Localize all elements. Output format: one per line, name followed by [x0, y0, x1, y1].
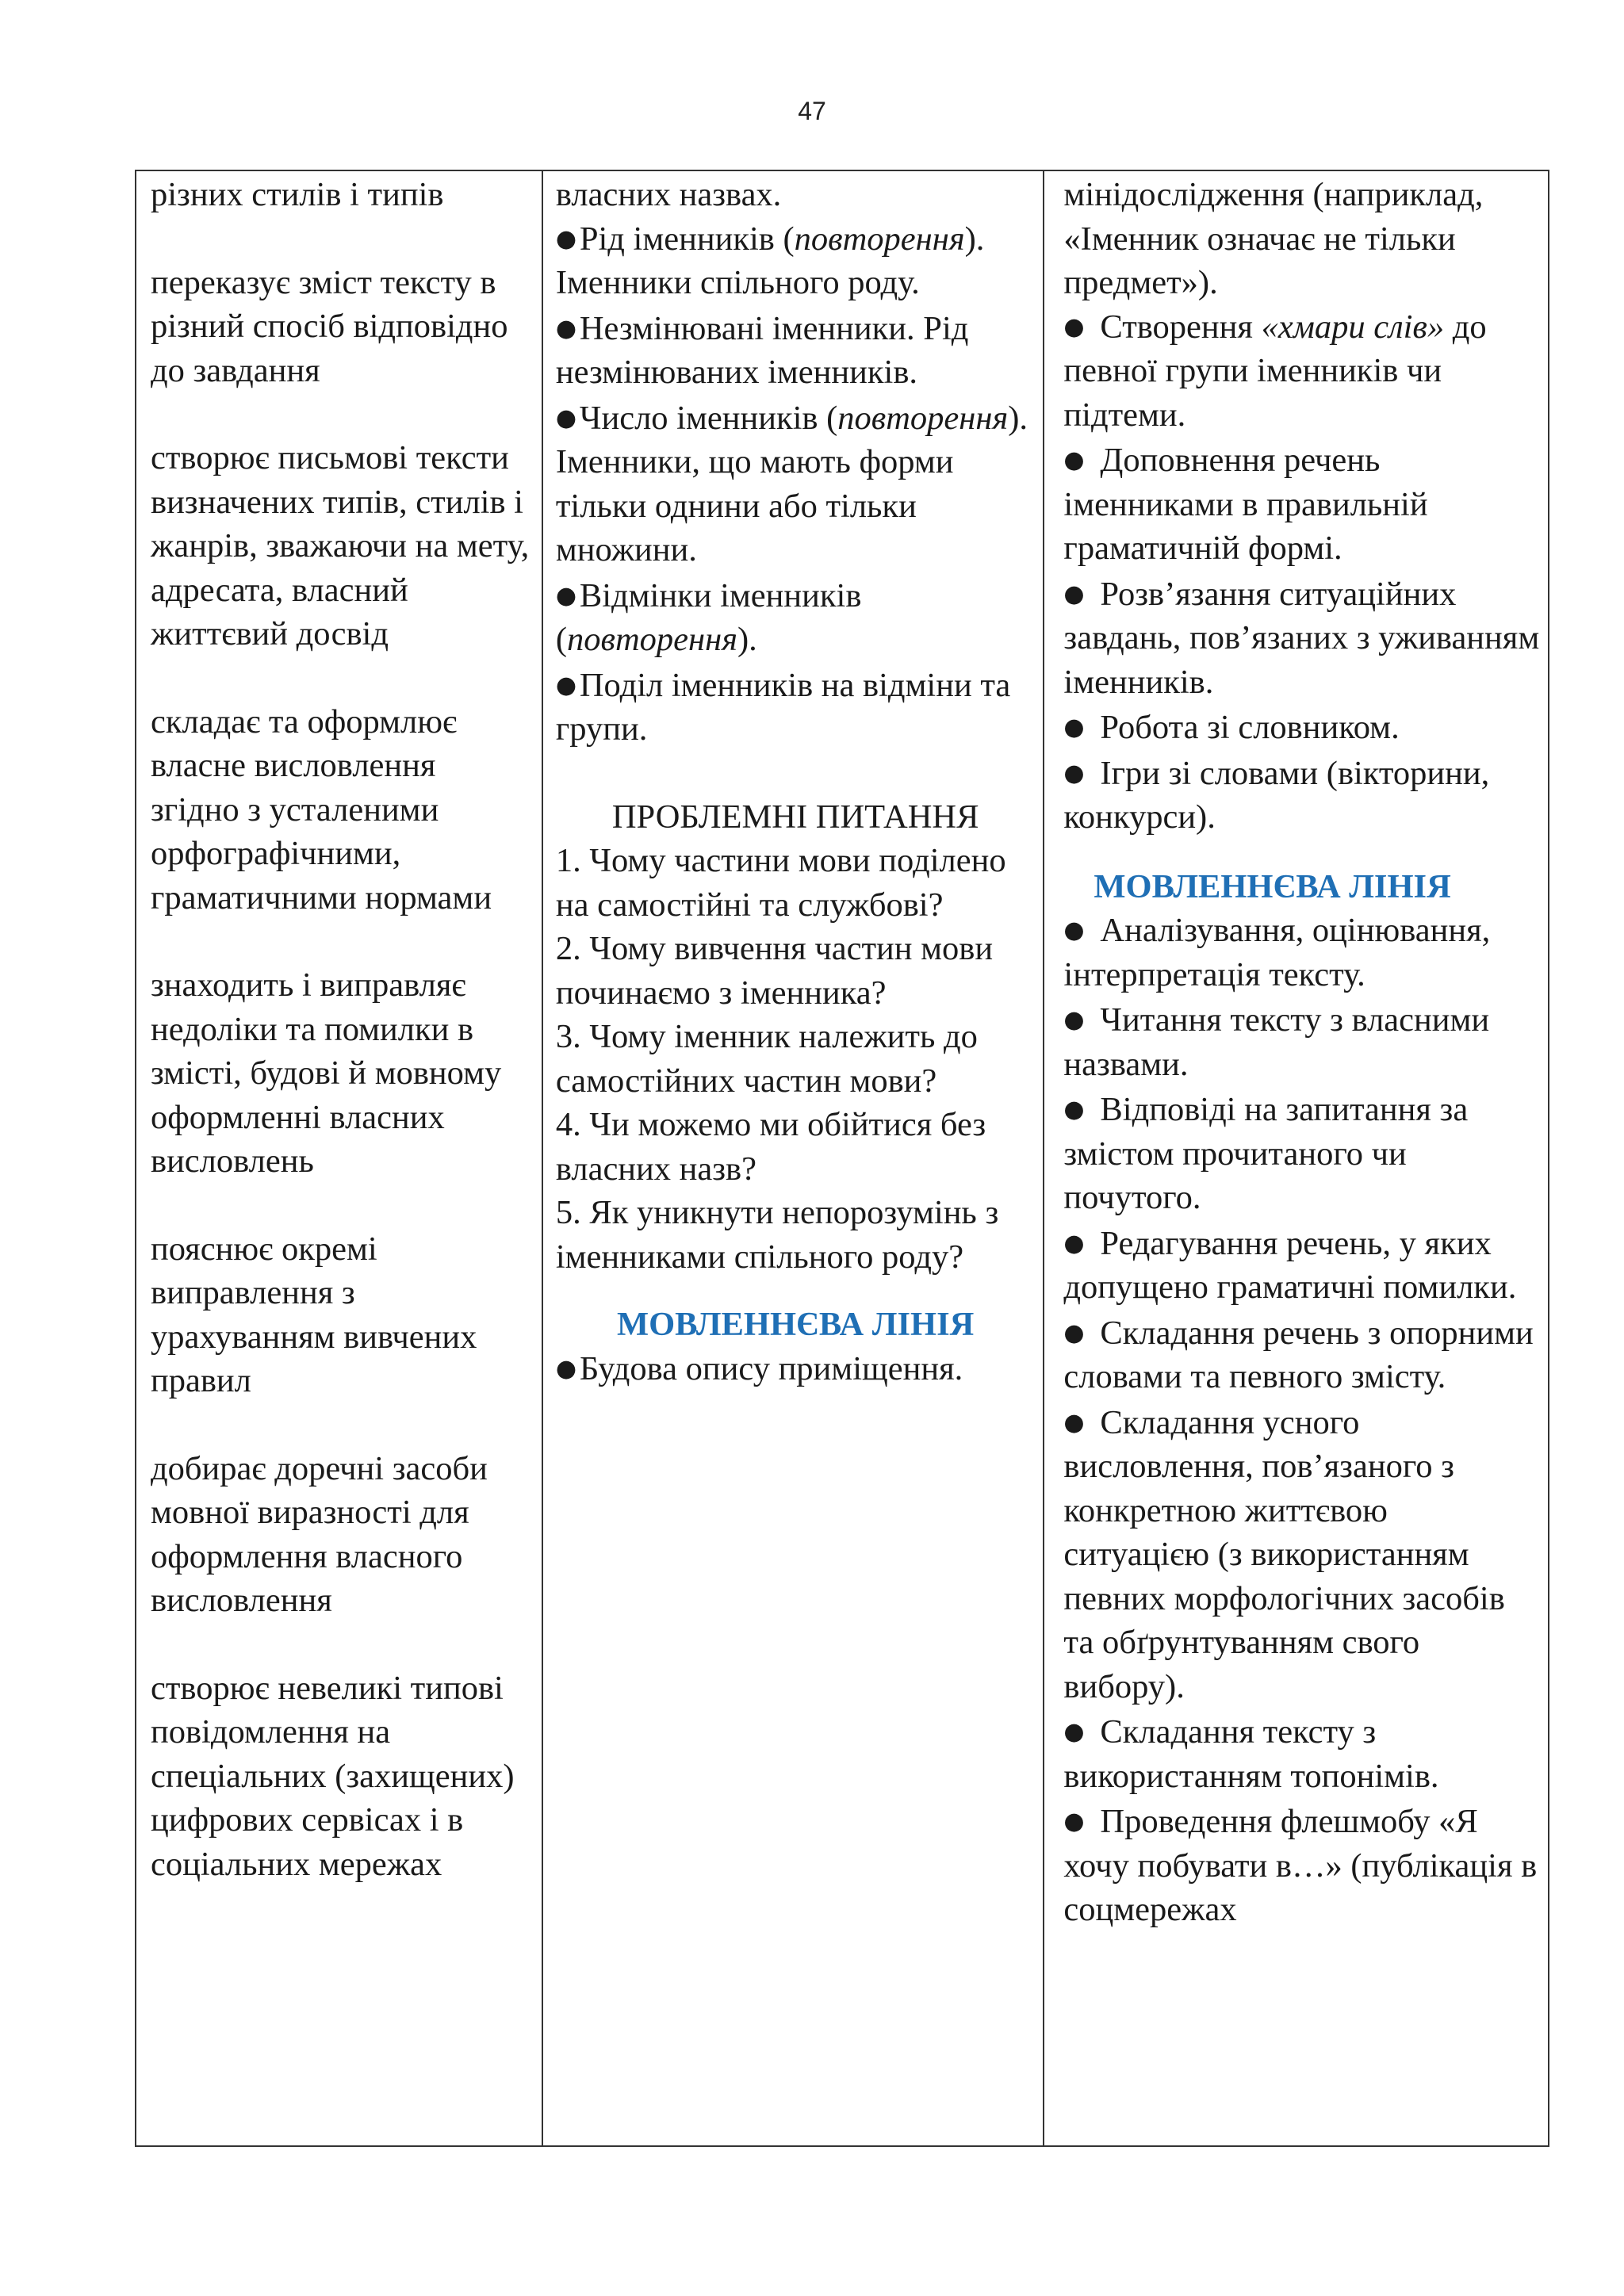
bullet-icon: ● — [555, 671, 577, 699]
activity-bullet: ● Робота зі словником. — [1063, 706, 1540, 750]
bullet-icon: ● — [555, 224, 577, 253]
bullet-icon: ● — [1063, 1718, 1085, 1746]
activity-bullet: ● Проведення флешмобу «Я хочу побувати в…» (публікація в соцмережах — [1063, 1800, 1540, 1932]
bullet-icon: ● — [1063, 1229, 1085, 1257]
activity-bullet: ● Доповнення речень іменниками в правильній граматичній формі. — [1063, 438, 1540, 571]
result-item: створює невеликі типові повідомлення на спеціальних (захищених) цифрових сервісах і в соціальних мережах — [151, 1669, 515, 1883]
question-item: 5. Як уникнути непорозумінь з іменниками спільного роду? — [555, 1194, 999, 1276]
continuation-text: власних назвах. — [555, 176, 782, 213]
content-bullet: ●Поділ іменників на відміни та групи. — [556, 664, 1036, 752]
activity-bullet: ● Читання тексту з власними назвами. — [1063, 998, 1540, 1086]
bullet-icon: ● — [1063, 1408, 1085, 1437]
bullet-icon: ● — [1063, 580, 1085, 608]
bullet-icon: ● — [555, 404, 577, 432]
bullet-icon: ● — [1063, 446, 1085, 474]
result-item: знаходить і виправляє недоліки та помилки в змісті, будові й мовному оформленні власних висловлень — [151, 966, 502, 1180]
result-item: складає та оформлює власне висловлення згідно з усталеними орфографічними, граматичними нормами — [151, 702, 492, 916]
activity-bullet: ● Створення «хмари слів» до певної групи іменників чи підтеми. — [1063, 305, 1540, 438]
bullet-icon: ● — [1063, 1006, 1085, 1034]
content-bullet: ●Відмінки іменників (повторення). — [556, 574, 1036, 662]
speech-bullet: ●Будова опису приміщення. — [556, 1347, 1036, 1391]
question-item: 3. Чому іменник належить до самостійних частин мови? — [555, 1018, 978, 1100]
activity-bullet: ● Ігри зі словами (вікторини, конкурси). — [1063, 752, 1540, 840]
question-item: 2. Чому вивчення частин мови починаємо з іменника? — [555, 930, 994, 1012]
content-column — [543, 171, 1045, 2145]
activity-bullet: ● Редагування речень, у яких допущено граматичні помилки. — [1063, 1222, 1540, 1310]
activity-bullet: ● Складання усного висловлення, пов’язаного з конкретною життєвою ситуацією (з використанням певних морфологічних засобів та обґрунтуванням свого вибору). — [1063, 1401, 1540, 1709]
question-item: 1. Чому частини мови поділено на самостійні та службові? — [555, 842, 1006, 924]
content-bullet: ●Рід іменників (повторення). Іменники спільного роду. — [556, 217, 1036, 305]
result-item: різних стилів і типів — [151, 176, 444, 213]
result-item: створює письмові тексти визначених типів, стилів і жанрів, зважаючи на мету, адресата, власний життєвий досвід — [151, 439, 530, 652]
question-item: 4. Чи можемо ми обійтися без власних назв? — [555, 1106, 986, 1188]
continuation-text: мінідослідження (наприклад, «Іменник означає не тільки предмет»). — [1063, 176, 1484, 301]
result-item: переказує зміст тексту в різний спосіб відповідно до завдання — [151, 263, 508, 389]
bullet-icon: ● — [1063, 1096, 1085, 1123]
bullet-icon: ● — [555, 1354, 577, 1383]
activities-column — [1044, 171, 1548, 2145]
result-item: добирає доречні засоби мовної виразності для оформлення власного висловлення — [151, 1449, 488, 1619]
activity-bullet: ● Аналізування, оцінювання, інтерпретація тексту. — [1063, 909, 1540, 997]
activity-bullet: ● Складання речень з опорними словами та певного змісту. — [1063, 1311, 1540, 1399]
bullet-icon: ● — [1063, 916, 1085, 944]
bullet-icon: ● — [1063, 312, 1085, 341]
speech-line-heading: МОВЛЕННЄВА ЛІНІЯ — [1094, 867, 1451, 905]
bullet-icon: ● — [1063, 759, 1085, 787]
content-bullet: ●Число іменників (повторення). Іменники, що мають форми тільки однини або тільки множини. — [556, 396, 1036, 572]
result-item: пояснює окремі виправлення з урахуванням вивчених правил — [151, 1230, 477, 1399]
bullet-icon: ● — [555, 581, 577, 610]
curriculum-table — [135, 170, 1549, 2147]
speech-line-heading: МОВЛЕННЄВА ЛІНІЯ — [616, 1306, 975, 1343]
activity-bullet: ● Розв’язання ситуаційних завдань, пов’язаних з уживанням іменників. — [1063, 572, 1540, 705]
content-bullet: ●Незмінювані іменники. Рід незмінюваних іменників. — [556, 307, 1036, 395]
bullet-icon: ● — [555, 314, 577, 342]
page-number: 47 — [798, 97, 826, 125]
bullet-icon: ● — [1063, 1808, 1085, 1835]
problem-questions-heading: ПРОБЛЕМНІ ПИТАННЯ — [611, 798, 979, 836]
bullet-icon: ● — [1063, 1318, 1085, 1347]
activity-bullet: ● Відповіді на запитання за змістом прочитаного чи почутого. — [1063, 1088, 1540, 1220]
bullet-icon: ● — [1063, 714, 1085, 741]
results-column — [136, 171, 543, 2145]
activity-bullet: ● Складання тексту з використанням топонімів. — [1063, 1710, 1540, 1798]
